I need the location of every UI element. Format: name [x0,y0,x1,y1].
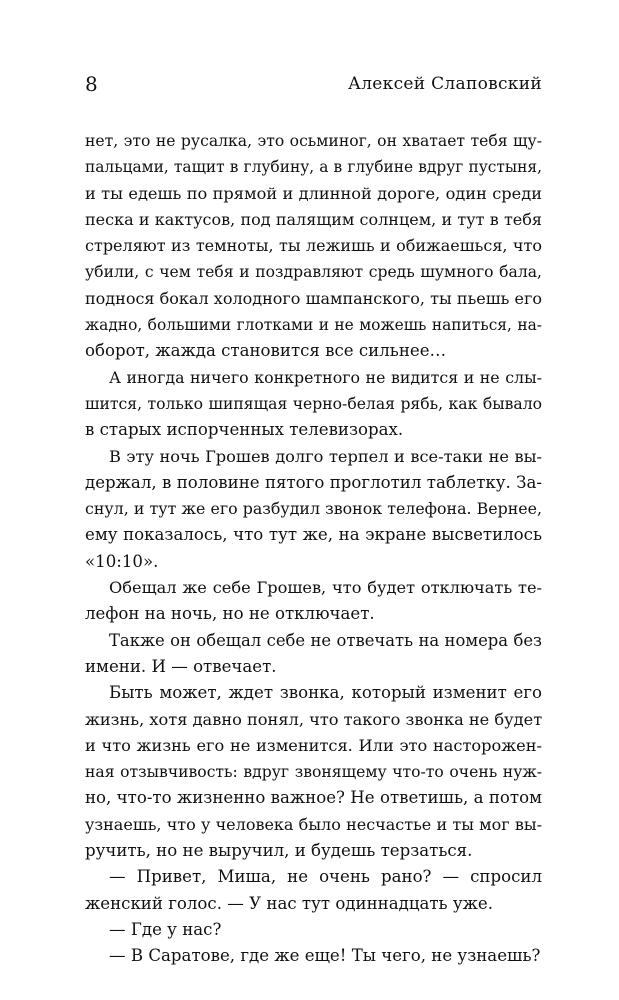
text-line: — В Саратове, где же еще! Ты чего, не узнаешь? [109,946,541,966]
text-line: — Где у нас? [109,919,222,939]
running-head-author: Алексей Слаповский [348,74,542,94]
text-line: имени. И — отвечает. [85,656,277,676]
text-line: Также он обещал себе не отвечать на номера без [109,630,542,650]
text-line: ручить, но не выручил, и будешь терзаться. [85,841,473,861]
text-line: Обещал же себе Грошев, что будет отключать те- [109,578,542,598]
text-line: жизнь, хотя давно понял, что такого звонка не будет [85,709,542,729]
page-header [85,72,542,102]
paragraph [85,128,542,365]
text-line: ему показалось, что тут же, на экране высветилось [85,525,542,545]
text-line: поднося бокал холодного шампанского, ты пьешь его [85,288,542,308]
paragraph [85,628,542,681]
text-line: нет, это не русалка, это осьминог, он хватает тебя щу- [85,132,542,150]
text-line: жадно, большими глотками и не можешь напиться, на- [85,316,542,335]
text-line: шится, только шипящая черно-белая рябь, как бывало [85,394,542,413]
book-text [85,128,542,970]
text-line: — Привет, Миша, не очень рано? — спросил [109,867,542,887]
text-line: но, что-то жизненно важное? Не ответишь, а потом [85,788,542,808]
paragraph [85,917,542,943]
text-line: В эту ночь Грошев долго терпел и все-таки не вы- [109,446,542,466]
text-line: стреляют из темноты, ты лежишь и обижаешься, что [85,236,542,256]
paragraph [85,943,542,969]
text-line: «10:10». [85,551,159,571]
text-line: лефон на ночь, но не отключает. [85,604,375,624]
paragraph [85,864,542,917]
text-line: узнаешь, что у человека было несчастье и ты мог вы- [85,814,542,834]
paragraph [85,575,542,628]
page-number: 8 [85,72,98,96]
text-line: песка и кактусов, под палящим солнцем, и тут в тебя [85,209,542,229]
paragraph [85,365,542,444]
text-line: держал, в половине пятого проглотил таблетку. За- [85,472,542,492]
text-line: и что жизнь его не изменится. Или это насторожен- [85,735,542,755]
text-line: убили, с чем тебя и поздравляют средь шумного бала, [85,263,542,282]
text-line: Быть может, ждет звонка, который изменит его [109,683,542,703]
text-line: А иногда ничего конкретного не видится и не слы- [109,367,542,387]
text-line: в старых испорченных телевизорах. [85,420,404,440]
text-line: ная отзывчивость: вдруг звонящему что-то очень нуж- [85,763,542,782]
text-line: и ты едешь по прямой и длинной дороге, один среди [85,183,542,203]
text-line: оборот, жажда становится все сильнее… [85,341,447,361]
text-line: снул, и тут же его разбудил звонок телефона. Вернее, [85,499,542,519]
text-line: пальцами, тащит в глубину, а в глубине вдруг пустыня, [85,158,542,177]
paragraph [85,444,542,575]
paragraph [85,680,542,864]
text-line: женский голос. — У нас тут одиннадцать уже. [85,893,493,913]
